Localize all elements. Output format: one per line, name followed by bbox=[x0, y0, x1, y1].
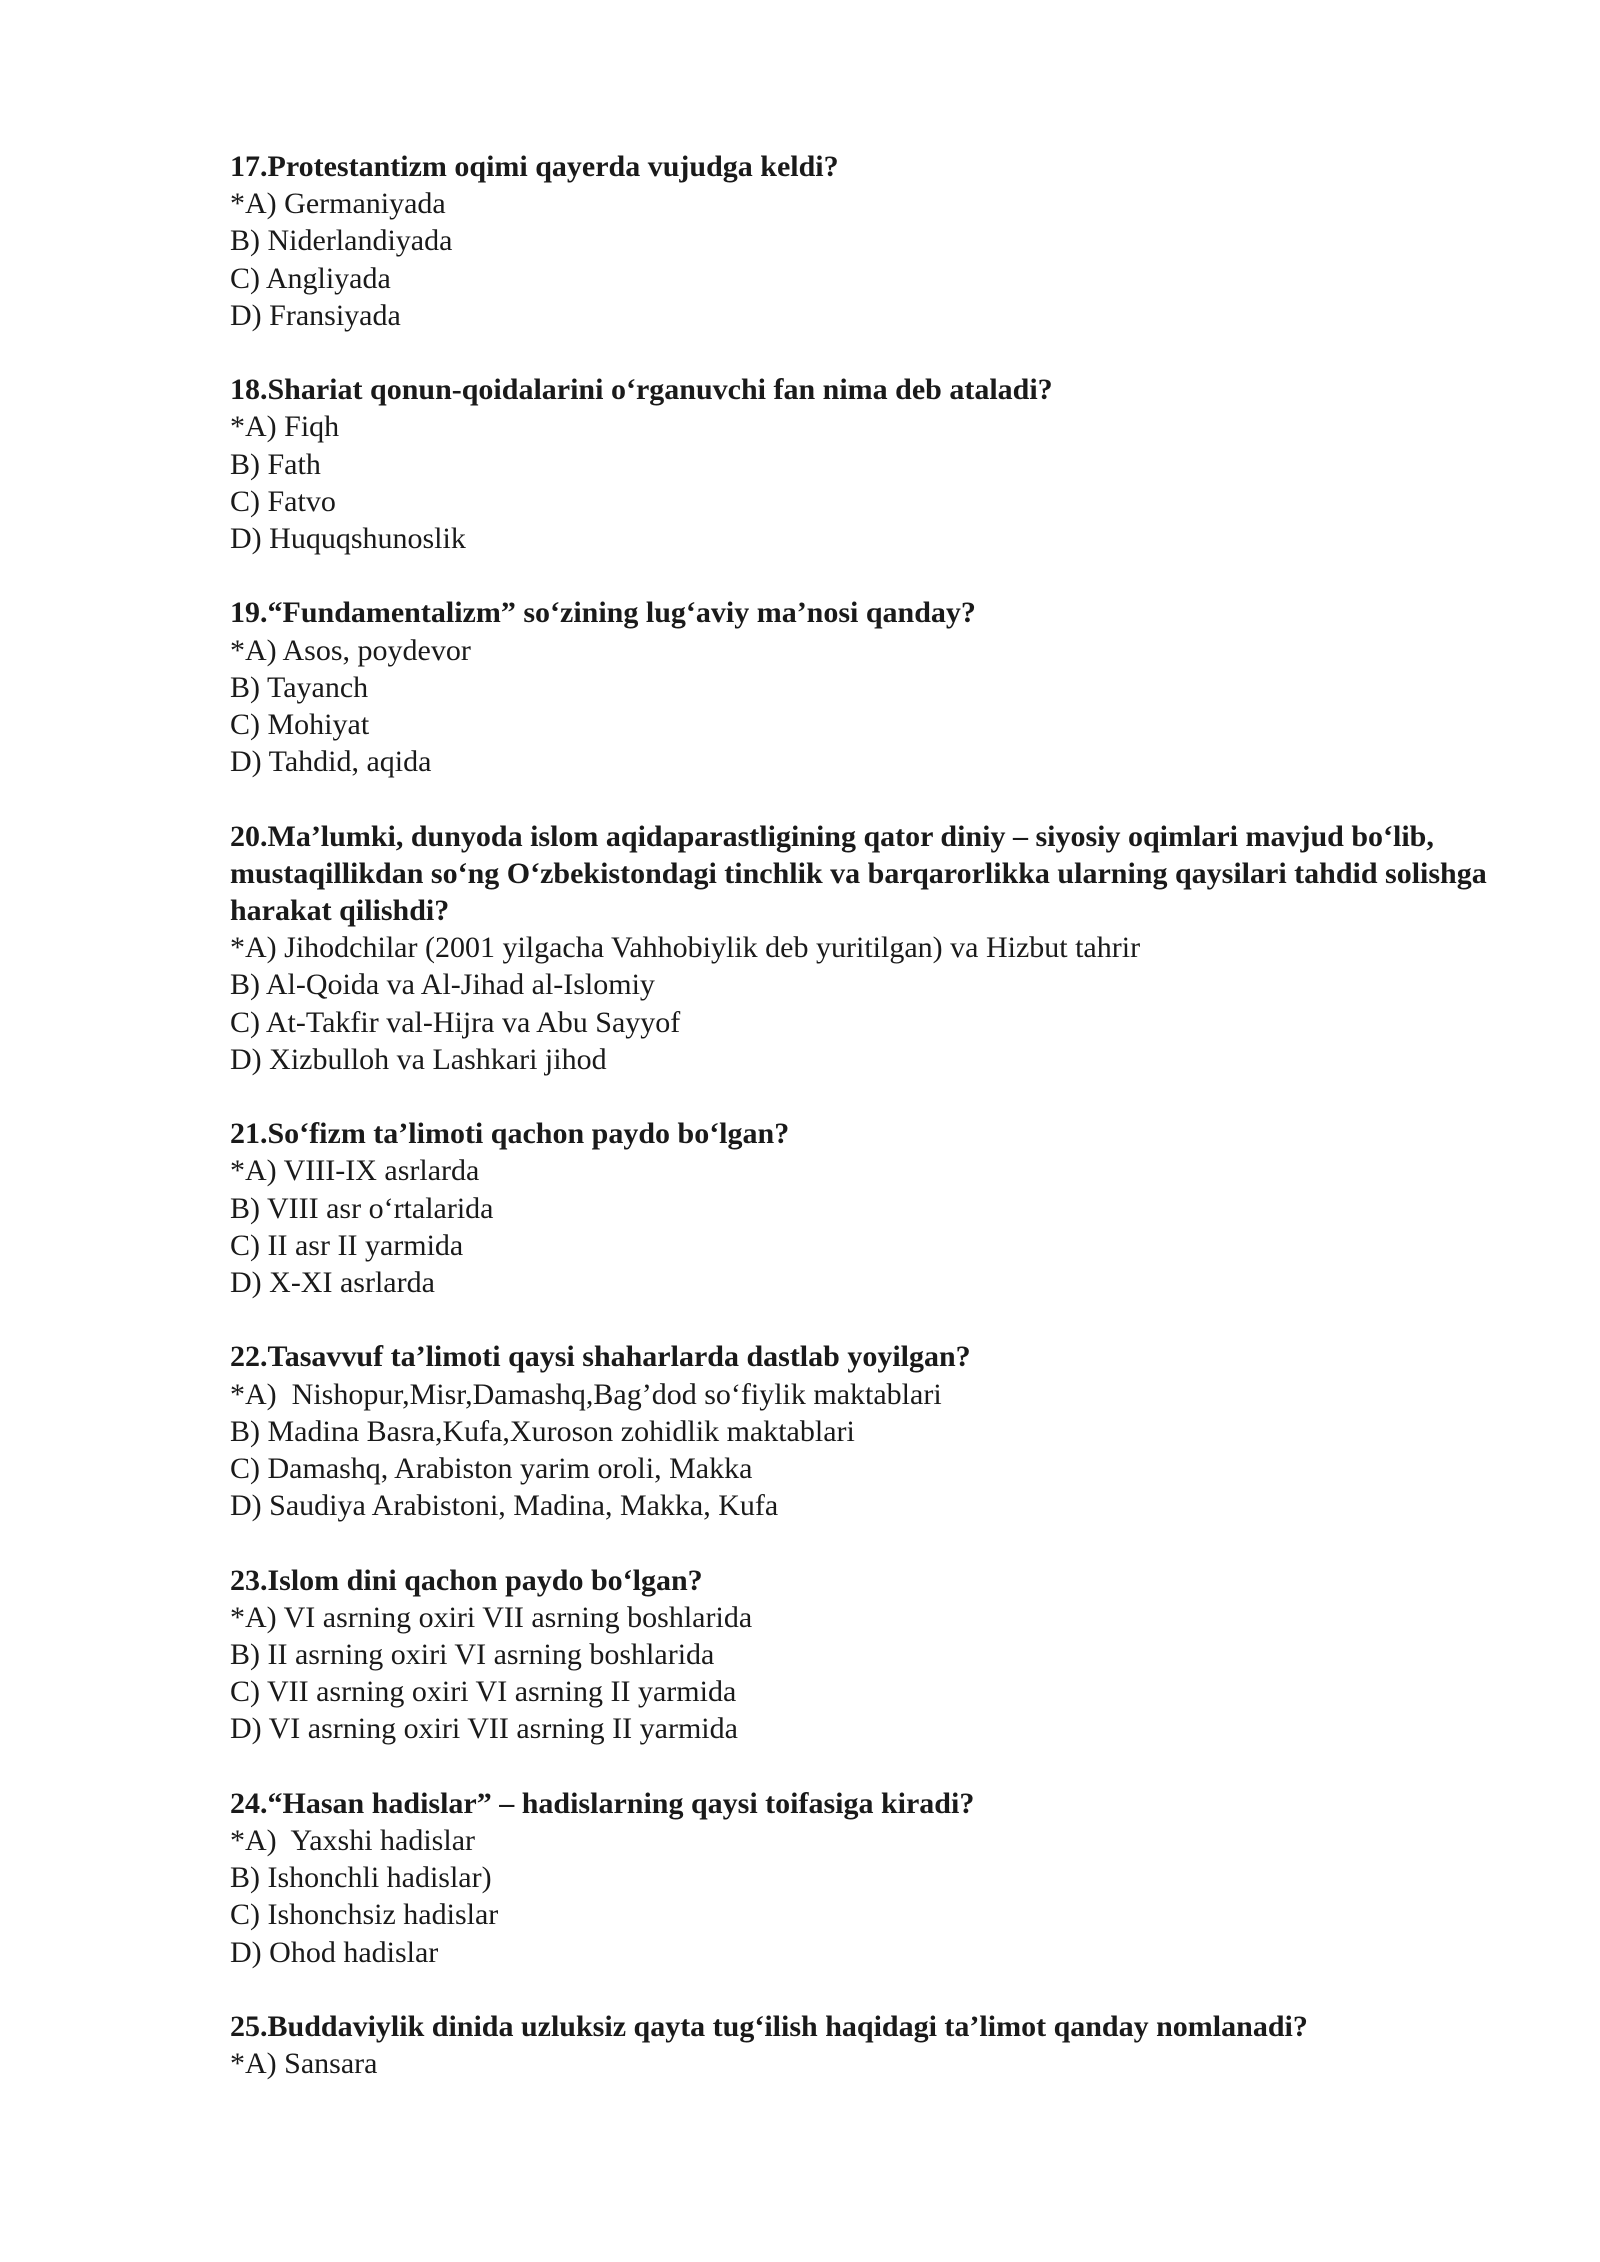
question-title: 23.Islom dini qachon paydo bo‘lgan? bbox=[230, 1563, 703, 1597]
option-b: B) Al-Qoida va Al-Jihad al-Islomiy bbox=[230, 968, 655, 1002]
question-25 bbox=[230, 2008, 1490, 2082]
option-a: *A) Jihodchilar (2001 yilgacha Vahhobiylik deb yuritilgan) va Hizbut tahrir bbox=[230, 931, 1141, 965]
option-a: *A) Fiqh bbox=[230, 410, 340, 444]
question-title: 21.So‘fizm ta’limoti qachon paydo bo‘lgan? bbox=[230, 1117, 790, 1151]
question-title: 18.Shariat qonun-qoidalarini o‘rganuvchi fan nima deb ataladi? bbox=[230, 373, 1053, 407]
option-b: B) VIII asr o‘rtalarida bbox=[230, 1191, 494, 1225]
question-18 bbox=[230, 371, 1490, 557]
option-d: D) Saudiya Arabistoni, Madina, Makka, Kufa bbox=[230, 1489, 779, 1523]
question-21 bbox=[230, 1115, 1490, 1301]
option-d: D) Xizbulloh va Lashkari jihod bbox=[230, 1042, 607, 1076]
question-title: 25.Buddaviylik dinida uzluksiz qayta tug‘ilish haqidagi ta’limot qanday nomlanadi? bbox=[230, 2010, 1308, 2044]
question-22 bbox=[230, 1338, 1490, 1524]
option-b: B) Madina Basra,Kufa,Xuroson zohidlik maktablari bbox=[230, 1414, 855, 1448]
question-20 bbox=[230, 818, 1490, 1078]
option-b: B) Fath bbox=[230, 447, 321, 481]
question-23 bbox=[230, 1562, 1490, 1748]
option-b: B) Ishonchli hadislar) bbox=[230, 1861, 492, 1895]
question-17 bbox=[230, 148, 1490, 334]
option-c: C) Fatvo bbox=[230, 484, 336, 518]
option-d: D) Ohod hadislar bbox=[230, 1935, 439, 1969]
question-title: 24.“Hasan hadislar” – hadislarning qaysi toifasiga kiradi? bbox=[230, 1786, 975, 1820]
document-page bbox=[230, 148, 1490, 2120]
option-b: B) II asrning oxiri VI asrning boshlarida bbox=[230, 1638, 715, 1672]
option-d: D) Tahdid, aqida bbox=[230, 745, 432, 779]
option-d: D) X-XI asrlarda bbox=[230, 1266, 435, 1300]
option-b: B) Tayanch bbox=[230, 670, 369, 704]
option-c: C) VII asrning oxiri VI asrning II yarmida bbox=[230, 1675, 737, 1709]
option-c: C) At-Takfir val-Hijra va Abu Sayyof bbox=[230, 1005, 681, 1039]
option-d: D) Fransiyada bbox=[230, 298, 401, 332]
option-c: C) Mohiyat bbox=[230, 708, 370, 742]
option-a: *A) Yaxshi hadislar bbox=[230, 1824, 475, 1858]
option-d: D) Huquqshunoslik bbox=[230, 522, 466, 556]
option-a: *A) Asos, poydevor bbox=[230, 633, 471, 667]
option-c: C) II asr II yarmida bbox=[230, 1228, 464, 1262]
question-19 bbox=[230, 594, 1490, 780]
option-b: B) Niderlandiyada bbox=[230, 224, 453, 258]
option-c: C) Ishonchsiz hadislar bbox=[230, 1898, 499, 1932]
option-a: *A) Nishopur,Misr,Damashq,Bag’dod so‘fiylik maktablari bbox=[230, 1377, 942, 1411]
option-d: D) VI asrning oxiri VII asrning II yarmida bbox=[230, 1712, 738, 1746]
option-a: *A) Germaniyada bbox=[230, 187, 446, 221]
option-c: C) Damashq, Arabiston yarim oroli, Makka bbox=[230, 1452, 753, 1486]
option-a: *A) Sansara bbox=[230, 2047, 378, 2081]
question-title: 19.“Fundamentalizm” so‘zining lug‘aviy ma’nosi qanday? bbox=[230, 596, 976, 630]
question-title: 20.Ma’lumki, dunyoda islom aqidaparastligining qator diniy – siyosiy oqimlari mavjud bo‘lib, mustaqillikdan so‘ng O‘zbekistondagi tinchlik va barqarorlikka ularning qaysilari tahdid solishga harakat qilishdi? bbox=[230, 819, 1487, 928]
option-a: *A) VI asrning oxiri VII asrning boshlarida bbox=[230, 1600, 753, 1634]
option-a: *A) VIII-IX asrlarda bbox=[230, 1154, 480, 1188]
question-title: 17.Protestantizm oqimi qayerda vujudga keldi? bbox=[230, 150, 839, 183]
question-24 bbox=[230, 1785, 1490, 1971]
option-c: C) Angliyada bbox=[230, 261, 391, 295]
question-title: 22.Tasavvuf ta’limoti qaysi shaharlarda dastlab yoyilgan? bbox=[230, 1340, 971, 1374]
